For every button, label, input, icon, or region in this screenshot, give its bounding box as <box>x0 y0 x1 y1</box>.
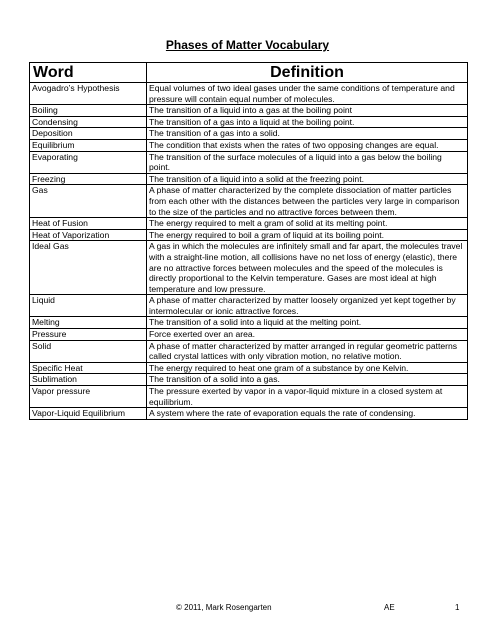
definition-cell: The energy required to melt a gram of solid at its melting point. <box>147 218 468 230</box>
term-cell: Boiling <box>30 105 147 117</box>
definition-column-header: Definition <box>147 63 468 83</box>
term-cell: Ideal Gas <box>30 241 147 295</box>
table-row <box>30 173 468 185</box>
table-row <box>30 386 468 408</box>
definition-cell: A phase of matter characterized by matter arranged in regular geometric patterns called crystal lattices with only vibration motion, no relative motion. <box>147 340 468 362</box>
definition-cell: The transition of a gas into a solid. <box>147 128 468 140</box>
table-row <box>30 374 468 386</box>
table-row <box>30 116 468 128</box>
definition-cell: A phase of matter characterized by the complete dissociation of matter particles from each other with the distances between the particles very large in comparison to the size of the particles and no attractive forces between them. <box>147 185 468 218</box>
definition-cell: Force exerted over an area. <box>147 329 468 341</box>
footer-code: AE <box>384 603 395 612</box>
term-cell: Heat of Fusion <box>30 218 147 230</box>
page-number: 1 <box>455 603 460 612</box>
vocabulary-table <box>29 62 468 420</box>
definition-cell: The transition of the surface molecules of a liquid into a gas below the boiling point. <box>147 151 468 173</box>
table-row <box>30 229 468 241</box>
table-row <box>30 340 468 362</box>
table-row <box>30 105 468 117</box>
definition-cell: The transition of a liquid into a gas at the boiling point <box>147 105 468 117</box>
table-row <box>30 329 468 341</box>
term-cell: Specific Heat <box>30 362 147 374</box>
term-cell: Avogadro’s Hypothesis <box>30 83 147 105</box>
definition-cell: The transition of a gas into a liquid at the boiling point. <box>147 116 468 128</box>
table-header-row <box>30 63 468 83</box>
definition-cell: The pressure exerted by vapor in a vapor-liquid mixture in a closed system at equilibrium. <box>147 386 468 408</box>
definition-cell: The energy required to heat one gram of a substance by one Kelvin. <box>147 362 468 374</box>
definition-cell: A phase of matter characterized by matter loosely organized yet kept together by intermolecular or ionic attractive forces. <box>147 295 468 317</box>
table-row <box>30 408 468 420</box>
page-title: Phases of Matter Vocabulary <box>165 38 330 52</box>
definition-cell: A system where the rate of evaporation equals the rate of condensing. <box>147 408 468 420</box>
term-cell: Deposition <box>30 128 147 140</box>
table-row <box>30 317 468 329</box>
definition-cell: The condition that exists when the rates of two opposing changes are equal. <box>147 139 468 151</box>
term-cell: Condensing <box>30 116 147 128</box>
term-cell: Equilibrium <box>30 139 147 151</box>
term-cell: Vapor-Liquid Equilibrium <box>30 408 147 420</box>
term-cell: Freezing <box>30 173 147 185</box>
table-row <box>30 362 468 374</box>
table-row <box>30 295 468 317</box>
term-cell: Evaporating <box>30 151 147 173</box>
definition-cell: A gas in which the molecules are infinitely small and far apart, the molecules travel with a straight-line motion, all collisions have no net loss of energy (elastic), there are no attractive forces between molecules and the speed of the molecules is directly proportional to the Kelvin temperature. Gases are most ideal at high temperature and low pressure. <box>147 241 468 295</box>
term-cell: Melting <box>30 317 147 329</box>
table-row <box>30 151 468 173</box>
table-row <box>30 128 468 140</box>
term-cell: Liquid <box>30 295 147 317</box>
definition-cell: Equal volumes of two ideal gases under the same conditions of temperature and pressure will contain equal number of molecules. <box>147 83 468 105</box>
definition-cell: The transition of a solid into a liquid at the melting point. <box>147 317 468 329</box>
term-cell: Vapor pressure <box>30 386 147 408</box>
term-cell: Gas <box>30 185 147 218</box>
table-row <box>30 218 468 230</box>
term-cell: Heat of Vaporization <box>30 229 147 241</box>
copyright-text: © 2011, Mark Rosengarten <box>176 603 272 612</box>
word-column-header: Word <box>30 63 147 83</box>
table-row <box>30 139 468 151</box>
term-cell: Pressure <box>30 329 147 341</box>
term-cell: Solid <box>30 340 147 362</box>
table-row <box>30 185 468 218</box>
definition-cell: The transition of a liquid into a solid at the freezing point. <box>147 173 468 185</box>
definition-cell: The energy required to boil a gram of liquid at its boiling point. <box>147 229 468 241</box>
definition-cell: The transition of a solid into a gas. <box>147 374 468 386</box>
table-row <box>30 83 468 105</box>
table-row <box>30 241 468 295</box>
term-cell: Sublimation <box>30 374 147 386</box>
